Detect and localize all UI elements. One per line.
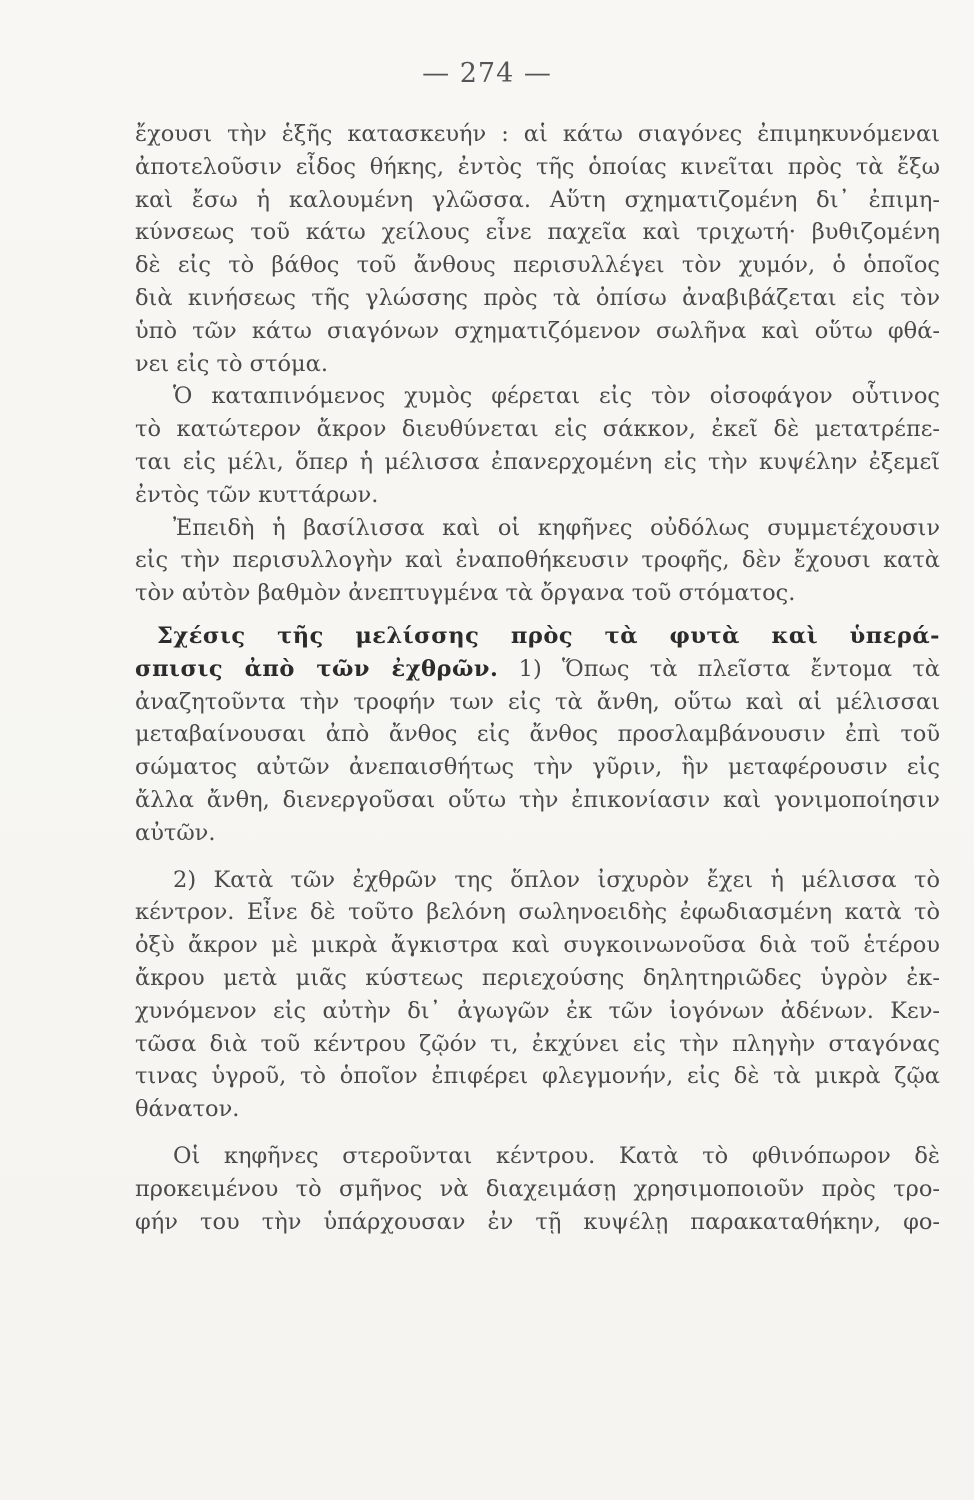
text-line: ὀξὺ ἄκρον μὲ μικρὰ ἄγκιστρα καὶ συγκοινωνοῦσα διὰ τοῦ ἑτέρου bbox=[135, 932, 940, 959]
text-line: αὐτῶν. bbox=[135, 819, 216, 846]
section-heading: Σχέσις τῆς μελίσσης πρὸς τὰ φυτὰ καὶ ὑπερά- bbox=[157, 622, 940, 649]
text-line: νει εἰς τὸ στόμα. bbox=[135, 350, 329, 377]
text-line: φήν του τὴν ὑπάρχουσαν ἐν τῇ κυψέλῃ παρακαταθήκην, φο- bbox=[135, 1208, 940, 1235]
body-text bbox=[135, 118, 940, 1238]
text-line: Ἐπειδὴ ἡ βασίλισσα καὶ οἱ κηφῆνες οὐδόλως συμμετέχουσιν bbox=[173, 514, 940, 541]
text-line: εἰς τὴν περισυλλογὴν καὶ ἐναποθήκευσιν τροφῆς, δὲν ἔχουσι κατὰ bbox=[135, 547, 940, 574]
text-line: σώματος αὐτῶν ἀνεπαισθήτως τὴν γῦριν, ἣν μεταφέρουσιν εἰς bbox=[135, 754, 940, 781]
text-line: κύνσεως τοῦ κάτω χείλους εἶνε παχεῖα καὶ τριχωτή· βυθιζομένη bbox=[135, 219, 940, 246]
text-line: τινας ὑγροῦ, τὸ ὁποῖον ἐπιφέρει φλεγμονήν, εἰς δὲ τὰ μικρὰ ζῷα bbox=[135, 1063, 940, 1090]
text-line: διὰ κινήσεως τῆς γλώσσης πρὸς τὰ ὀπίσω ἀναβιβάζεται εἰς τὸν bbox=[135, 284, 940, 311]
section-heading-end: σπισις ἀπὸ τῶν ἐχθρῶν. bbox=[135, 655, 499, 682]
text-line: χυνόμενον εἰς αὐτὴν δι᾽ ἀγωγῶν ἐκ τῶν ἰογόνων ἀδένων. Κεν- bbox=[135, 997, 940, 1024]
text-line: ἔχουσι τὴν ἑξῆς κατασκευήν : αἱ κάτω σιαγόνες ἐπιμηκυνόμεναι bbox=[135, 121, 940, 147]
text-line: ἐντὸς τῶν κυττάρων. bbox=[135, 481, 379, 508]
text-line: ἄλλα ἄνθη, διενεργοῦσαι οὕτω τὴν ἐπικονίασιν καὶ γονιμοποίησιν bbox=[135, 786, 940, 813]
text-line: μεταβαίνουσαι ἀπὸ ἄνθος εἰς ἄνθος προσλαμβάνουσιν ἐπὶ τοῦ bbox=[135, 721, 940, 748]
heading-line bbox=[135, 653, 940, 686]
text-line: τῶσα διὰ τοῦ κέντρου ζῷόν τι, ἐκχύνει εἰς τὴν πληγὴν σταγόνας bbox=[135, 1030, 940, 1057]
text-line: ἀποτελοῦσιν εἶδος θήκης, ἐντὸς τῆς ὁποίας κινεῖται πρὸς τὰ ἔξω bbox=[135, 153, 940, 180]
text-line: καὶ ἔσω ἡ καλουμένη γλῶσσα. Αὕτη σχηματιζομένη δι᾽ ἐπιμη- bbox=[135, 186, 940, 213]
text-line: ἄκρου μετὰ μιᾶς κύστεως περιεχούσης δηλητηριῶδες ὑγρὸν ἐκ- bbox=[135, 964, 940, 991]
text-line: 2) Κατὰ τῶν ἐχθρῶν της ὅπλον ἰσχυρὸν ἔχει ἡ μέλισσα τὸ bbox=[173, 866, 940, 893]
text-line: τὸν αὐτὸν βαθμὸν ἀνεπτυγμένα τὰ ὄργανα τοῦ στόματος. bbox=[135, 580, 796, 607]
text-line: δὲ εἰς τὸ βάθος τοῦ ἄνθους περισυλλέγει τὸν χυμόν, ὁ ὁποῖος bbox=[135, 252, 940, 279]
text-line: προκειμένου τὸ σμῆνος νὰ διαχειμάσῃ χρησιμοποιοῦν πρὸς τρο- bbox=[135, 1175, 940, 1202]
page-number: — 274 — bbox=[422, 58, 552, 89]
text-line: θάνατον. bbox=[135, 1096, 240, 1123]
text-line: κέντρον. Εἶνε δὲ τοῦτο βελόνη σωληνοειδὴς ἐφωδιασμένη κατὰ τὸ bbox=[135, 899, 940, 926]
text-line: Οἱ κηφῆνες στεροῦνται κέντρου. Κατὰ τὸ φθινόπωρον δὲ bbox=[173, 1142, 940, 1169]
text-line: ὑπὸ τῶν κάτω σιαγόνων σχηματιζόμενον σωλῆνα καὶ οὕτω φθά- bbox=[135, 317, 940, 344]
text-line: ται εἰς μέλι, ὅπερ ἡ μέλισσα ἐπανερχομένη εἰς τὴν κυψέλην ἐξεμεῖ bbox=[135, 448, 940, 475]
text-line: τὸ κατώτερον ἄκρον διευθύνεται εἰς σάκκον, ἐκεῖ δὲ μετατρέπε- bbox=[135, 416, 940, 443]
text-line: Ὁ καταπινόμενος χυμὸς φέρεται εἰς τὸν οἰσοφάγον οὗτινος bbox=[173, 383, 940, 410]
heading-continuation: 1) Ὅπως τὰ πλεῖστα ἔντομα τὰ bbox=[498, 655, 940, 682]
text-line: ἀναζητοῦντα τὴν τροφήν των εἰς τὰ ἄνθη, οὕτω καὶ αἱ μέλισσαι bbox=[135, 688, 940, 715]
